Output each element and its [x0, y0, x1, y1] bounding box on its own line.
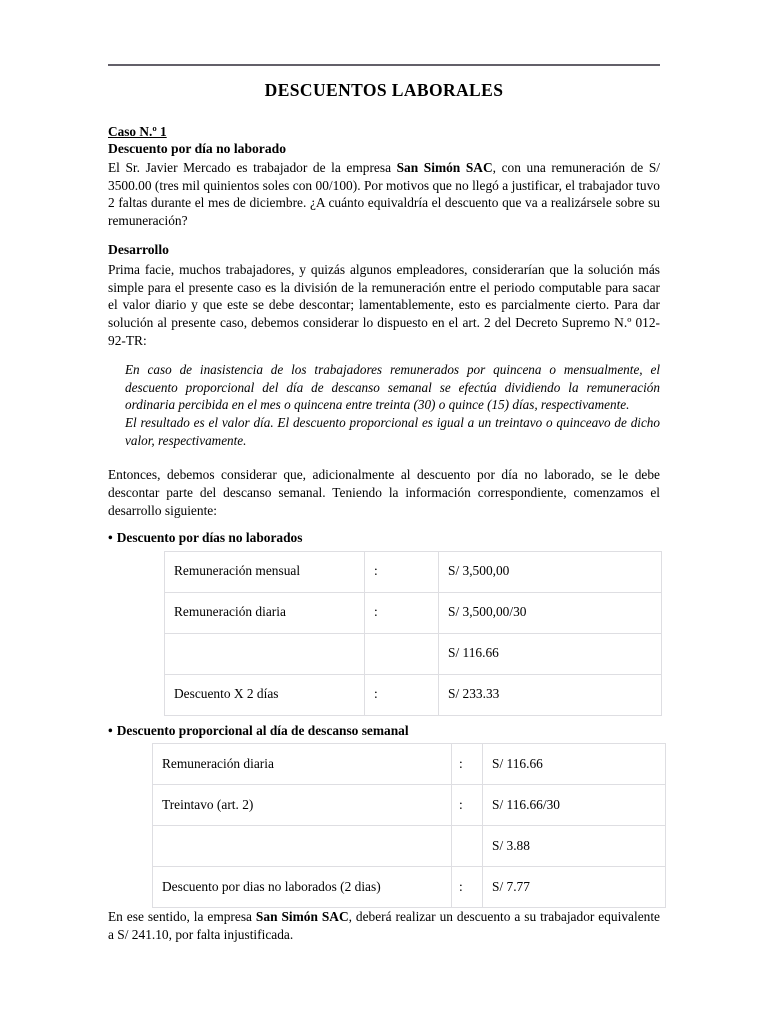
row-value: S/ 116.66/30	[483, 785, 666, 826]
legal-quote	[125, 361, 660, 450]
document-content	[108, 80, 660, 954]
row-label: Descuento X 2 días	[165, 674, 365, 715]
table-row	[165, 551, 662, 592]
legal-quote-paragraph-1: En caso de inasistencia de los trabajadores remunerados por quincena o mensualmente, el descuento proporcional del día de descanso semanal se efectúa dividiendo la remuneración ordinaria percibida en el mes o quincena entre treinta (30) o quince (15) días, respectivamente.	[125, 361, 660, 413]
company-name-conclusion: San Simón SAC	[255, 909, 349, 925]
row-label: Remuneración mensual	[165, 551, 365, 592]
row-value: S/ 3,500,00/30	[439, 592, 662, 633]
descuento-proporcional-descanso-semanal-table	[152, 743, 666, 908]
case-subheading: Descuento por día no laborado	[108, 141, 286, 157]
row-value: S/ 116.66	[483, 744, 666, 785]
row-colon: :	[365, 592, 439, 633]
section-1-heading-label: Descuento por días no laborados	[116, 530, 303, 546]
transition-paragraph: Entonces, debemos considerar que, adicionalmente al descuento por día no laborado, se le debe descontar parte del descanso semanal. Teniendo la información correspondiente, comenzamos el desarrollo siguiente:	[108, 466, 660, 518]
intro-paragraph	[108, 159, 660, 230]
row-value: S/ 116.66	[439, 633, 662, 674]
development-heading: Desarrollo	[108, 242, 169, 257]
conclusion-part-1: En ese sentido, la empresa	[108, 909, 256, 925]
row-label: Remuneración diaria	[153, 744, 452, 785]
table-row	[153, 785, 666, 826]
row-colon: :	[452, 867, 483, 908]
table-1-wrapper	[164, 551, 660, 716]
table-row	[165, 633, 662, 674]
row-colon: :	[452, 744, 483, 785]
case-label: Caso N.º 1	[108, 124, 167, 139]
intro-part-1: El Sr. Javier Mercado es trabajador de la empresa	[108, 159, 397, 175]
table-row	[153, 826, 666, 867]
row-colon: :	[365, 674, 439, 715]
legal-quote-paragraph-2: El resultado es el valor día. El descuento proporcional es igual a un treintavo o quinceavo de dicho valor, respectivamente.	[125, 415, 660, 449]
table-row	[153, 744, 666, 785]
header-rule	[108, 64, 660, 66]
bullet-icon-2: •	[108, 722, 113, 738]
row-label: Descuento por dias no laborados (2 dias)	[153, 867, 452, 908]
row-value: S/ 3.88	[483, 826, 666, 867]
row-label: Treintavo (art. 2)	[153, 785, 452, 826]
row-value: S/ 233.33	[439, 674, 662, 715]
row-label	[165, 633, 365, 674]
row-colon	[452, 826, 483, 867]
row-colon	[365, 633, 439, 674]
development-paragraph: Prima facie, muchos trabajadores, y quizás algunos empleadores, considerarían que la solución más simple para el presente caso es la división de la remuneración entre el periodo computable para sacar el valor diario y que este se debe descontar; lamentablemente, esto es parcialmente cierto. Para dar solución al presente caso, debemos considerar lo dispuesto en el art. 2 del Decreto Supremo N.º 012-92-TR:	[108, 261, 660, 348]
row-label: Remuneración diaria	[165, 592, 365, 633]
section-2-heading	[108, 722, 660, 739]
table-row	[165, 592, 662, 633]
bullet-icon-1: •	[108, 530, 113, 546]
row-colon: :	[452, 785, 483, 826]
table-2-wrapper	[152, 743, 660, 908]
row-value: S/ 7.77	[483, 867, 666, 908]
row-label	[153, 826, 452, 867]
intro-part-2: , con una remuneración de S/ 3500.00 (tres mil quinientos soles con 00/100). Por motivos que no llegó a justificar, el trabajador tuvo 2 faltas durante el mes de diciembre. ¿A cuánto equivaldría el descuento que va a realizársele sobre su remuneración?	[108, 159, 661, 229]
table-row	[165, 674, 662, 715]
descuento-dias-no-laborados-table	[164, 551, 662, 716]
page-title: DESCUENTOS LABORALES	[264, 80, 504, 100]
section-1-heading	[108, 529, 660, 546]
company-name-intro: San Simón SAC	[396, 159, 493, 175]
conclusion-paragraph	[108, 908, 660, 944]
table-row	[153, 867, 666, 908]
row-value: S/ 3,500,00	[439, 551, 662, 592]
row-colon: :	[365, 551, 439, 592]
section-2-heading-label: Descuento proporcional al día de descanso semanal	[116, 722, 409, 738]
conclusion-part-2: , deberá realizar un descuento a su trabajador equivalente a S/ 241.10, por falta injustificada.	[108, 909, 660, 943]
